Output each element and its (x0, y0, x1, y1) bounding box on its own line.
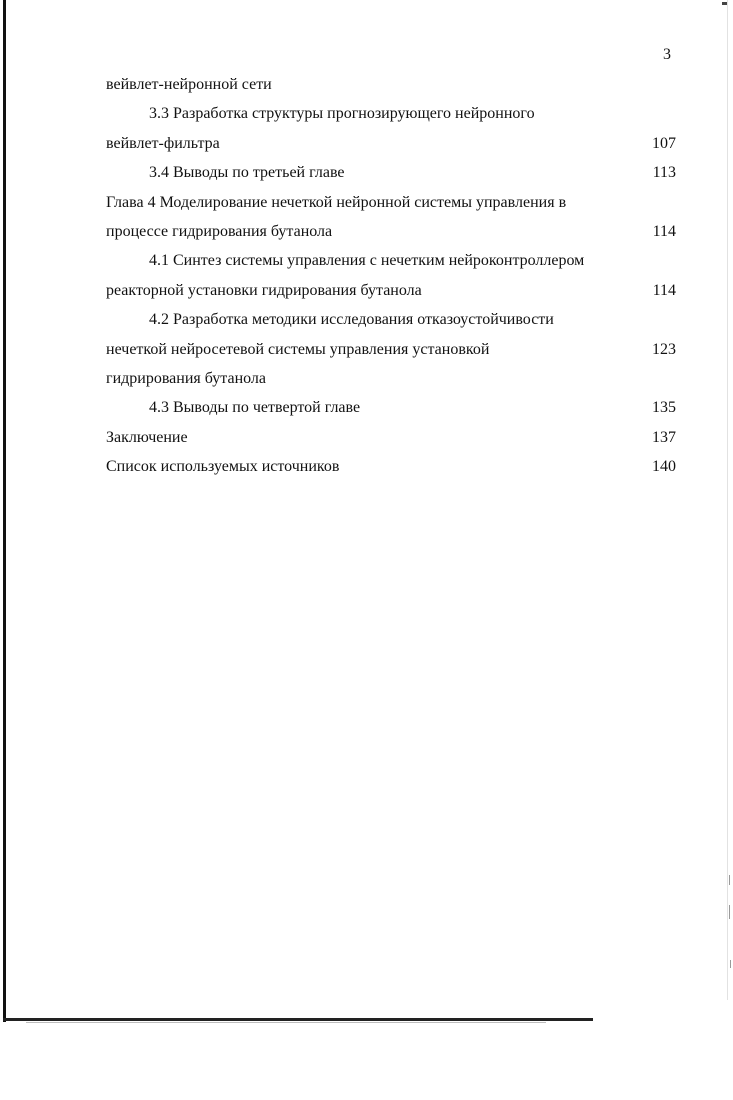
scan-bottom-shadow (26, 1022, 546, 1023)
toc-row (106, 70, 676, 99)
scan-fleck (730, 960, 731, 968)
toc-page-number: 135 (652, 399, 676, 417)
toc-row (106, 452, 676, 481)
scan-fleck (729, 905, 730, 919)
toc-row (106, 393, 676, 422)
toc-entry-text: вейвлет-фильтра (106, 134, 220, 152)
toc-row (106, 335, 676, 364)
scan-left-border (3, 0, 6, 1022)
toc-page-number: 114 (652, 222, 676, 240)
toc-entry-text: 4.1 Синтез системы управления с нечетким нейроконтроллером (149, 252, 585, 270)
toc-row (106, 129, 676, 158)
toc-page-number: 123 (652, 340, 676, 358)
toc-entry-text: 4.3 Выводы по четвертой главе (149, 399, 361, 417)
toc-page-number: 140 (652, 458, 676, 476)
scan-bottom-border (3, 1018, 593, 1021)
toc-entry-text: Список используемых источников (106, 458, 340, 476)
toc-entry-text: вейвлет-нейронной сети (106, 76, 272, 93)
toc-entry-text: Глава 4 Моделирование нечеткой нейронной системы управления в (106, 193, 567, 211)
toc-page-number: 114 (652, 281, 676, 299)
toc-row (106, 188, 676, 217)
scan-corner-mark (722, 2, 727, 5)
toc-row (106, 305, 676, 334)
toc-entry-text: 3.4 Выводы по третьей главе (149, 164, 345, 182)
scan-right-border (727, 0, 728, 1000)
toc-entry-text: гидрирования бутанола (106, 369, 267, 387)
page-number: 3 (663, 46, 671, 63)
toc-page-number: 113 (652, 164, 676, 182)
toc-page-number: 107 (652, 134, 676, 152)
toc-entry-text: нечеткой нейросетевой системы управления установкой (106, 340, 490, 358)
toc-row (106, 246, 676, 275)
toc-entry-text: реакторной установки гидрирования бутанола (106, 281, 422, 299)
toc-row (106, 364, 676, 393)
toc-row (106, 423, 676, 452)
scan-fleck (729, 875, 730, 885)
toc-entry-text: процессе гидрирования бутанола (106, 222, 333, 240)
toc-entry-text: 4.2 Разработка методики исследования отказоустойчивости (149, 311, 554, 329)
toc-entry-text: Заключение (106, 428, 188, 446)
toc-row (106, 276, 676, 305)
toc-row (106, 217, 676, 246)
toc-row (106, 158, 676, 187)
toc-page-number: 137 (652, 428, 676, 446)
table-of-contents (106, 70, 676, 481)
toc-row (106, 99, 676, 128)
toc-entry-text: 3.3 Разработка структуры прогнозирующего нейронного (149, 105, 535, 123)
